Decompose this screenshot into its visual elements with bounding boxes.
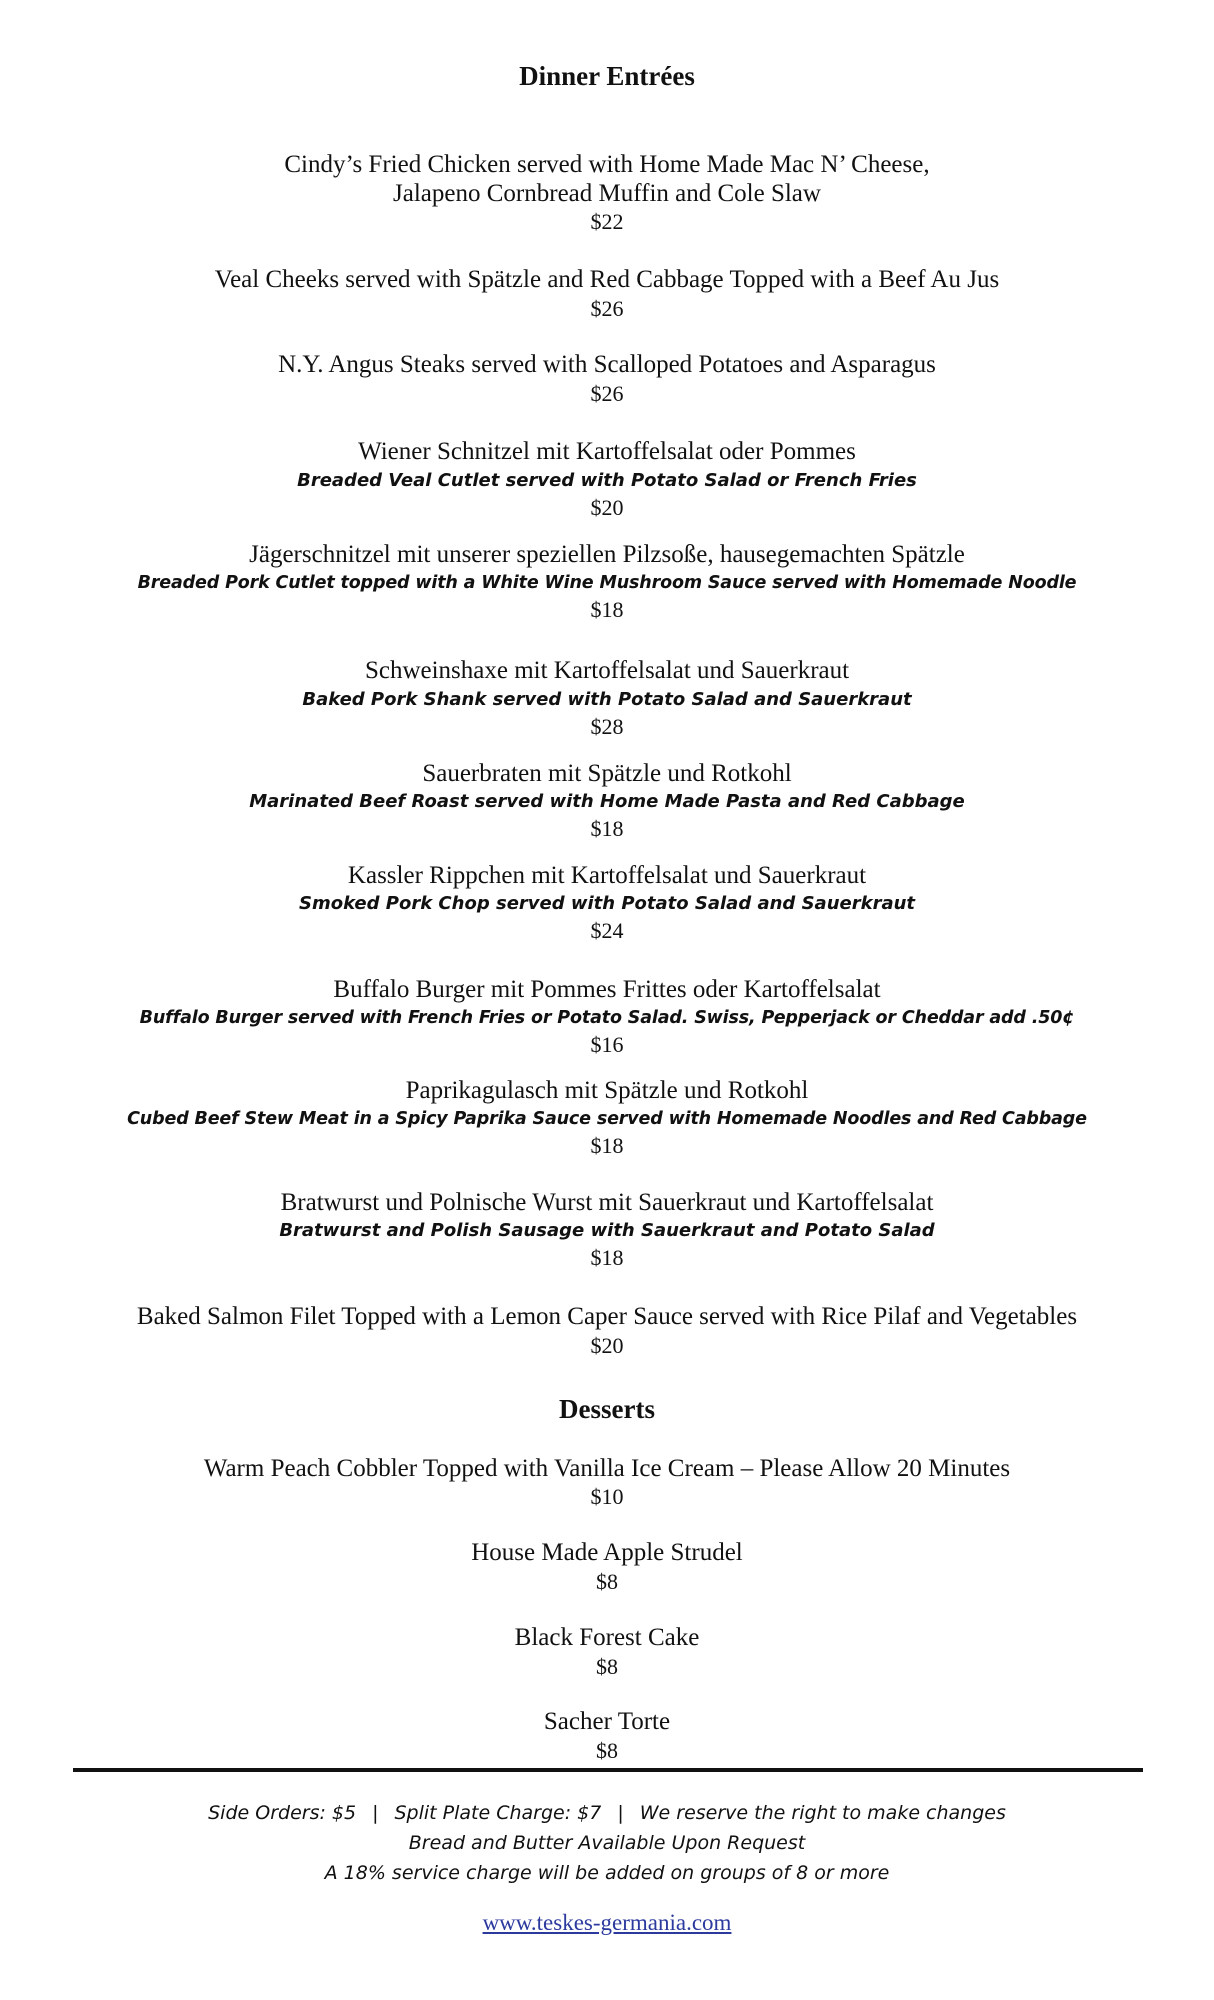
footer-policies-line [0,1801,1214,1825]
dinner-item-price: $18 [590,816,624,841]
dinner-item-name: Veal Cheeks served with Spätzle and Red Cabbage Topped with a Beef Au Jus [214,266,1000,293]
dinner-item-price: $16 [590,1032,624,1057]
dessert-item-price: $8 [596,1738,618,1763]
dinner-item-name: Kassler Rippchen mit Kartoffelsalat und Sauerkraut [347,862,867,889]
dinner-item-name: Baked Salmon Filet Topped with a Lemon Caper Sauce served with Rice Pilaf and Vegetables [136,1303,1078,1330]
dessert-item-name: Sacher Torte [543,1708,671,1735]
dinner-item-name: Paprikagulasch mit Spätzle und Rotkohl [405,1077,809,1104]
dinner-item-description: Marinated Beef Roast served with Home Made Pasta and Red Cabbage [249,791,965,812]
dinner-item-name-continued: Jalapeno Cornbread Muffin and Cole Slaw [393,180,821,207]
dinner-item-description: Breaded Veal Cutlet served with Potato Salad or French Fries [297,470,917,491]
split-plate-note: Split Plate Charge: $7 [394,1802,602,1824]
dinner-item-name: Sauerbraten mit Spätzle und Rotkohl [422,760,792,787]
dinner-item-name: Buffalo Burger mit Pommes Frittes oder Kartoffelsalat [333,976,881,1003]
dinner-item-description: Breaded Pork Cutlet topped with a White Wine Mushroom Sauce served with Homemade Noodle [137,573,1077,593]
website-link[interactable]: www.teskes-germania.com [482,1910,732,1935]
footer-separator: | [372,1802,379,1824]
footer-divider [73,1768,1143,1772]
dinner-item-description: Buffalo Burger served with French Fries or Potato Salad. Swiss, Pepperjack or Cheddar add .50¢ [139,1008,1075,1028]
dessert-item-price: $10 [590,1484,624,1509]
dinner-item-price: $18 [590,1245,624,1270]
dinner-item-description: Bratwurst and Polish Sausage with Sauerkraut and Potato Salad [279,1220,935,1241]
dinner-heading: Dinner Entrées [519,61,695,91]
dinner-item-name: Schweinshaxe mit Kartoffelsalat und Sauerkraut [364,657,850,684]
bread-note: Bread and Butter Available Upon Request [408,1832,806,1854]
dinner-item-price: $18 [590,1133,624,1158]
dinner-item-name: Cindy’s Fried Chicken served with Home Made Mac N’ Cheese, [284,151,930,178]
desserts-heading: Desserts [559,1394,655,1424]
dessert-item-name: Warm Peach Cobbler Topped with Vanilla Ice Cream – Please Allow 20 Minutes [203,1455,1011,1482]
dinner-item-price: $18 [590,597,624,622]
dinner-item-price: $26 [590,381,624,406]
dinner-item-name: Wiener Schnitzel mit Kartoffelsalat oder Pommes [358,438,856,465]
dessert-item-name: Black Forest Cake [514,1624,700,1651]
website-link-row [0,1909,1214,1937]
dinner-item-price: $20 [590,495,624,520]
side-orders-note: Side Orders: $5 [208,1802,357,1824]
changes-note: We reserve the right to make changes [639,1802,1006,1824]
dinner-item-name: Bratwurst und Polnische Wurst mit Sauerkraut und Kartoffelsalat [280,1189,934,1216]
dinner-item-name: N.Y. Angus Steaks served with Scalloped Potatoes and Asparagus [278,351,936,378]
dinner-item-description: Smoked Pork Chop served with Potato Salad and Sauerkraut [298,893,916,914]
dinner-item-price: $20 [590,1333,624,1358]
dinner-item-description: Baked Pork Shank served with Potato Salad and Sauerkraut [302,689,912,710]
dinner-item-price: $26 [590,296,624,321]
dessert-item-price: $8 [596,1569,618,1594]
dinner-item-price: $22 [590,209,624,234]
dinner-item-description: Cubed Beef Stew Meat in a Spicy Paprika Sauce served with Homemade Noodles and Red Cabbage [127,1109,1087,1129]
dessert-item-price: $8 [596,1654,618,1679]
footer-separator: | [617,1802,624,1824]
dessert-item-name: House Made Apple Strudel [471,1539,743,1566]
service-charge-note: A 18% service charge will be added on groups of 8 or more [324,1862,890,1884]
dinner-item-price: $28 [590,714,624,739]
dinner-item-name: Jägerschnitzel mit unserer speziellen Pilzsoße, hausegemachten Spätzle [249,541,965,568]
dinner-item-price: $24 [590,918,624,943]
